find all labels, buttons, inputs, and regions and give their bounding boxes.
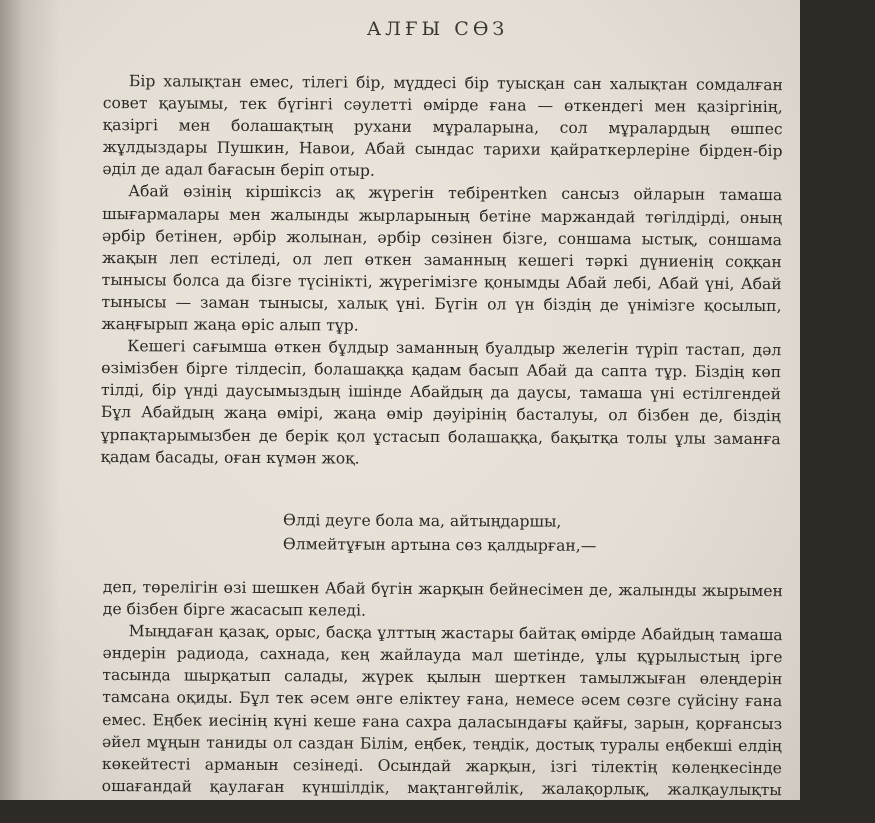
paragraph-1: Бір халықтан емес, тілегі бір, мүддесі бір туысқан сан халықтан сомдалған совет қауымы, тек бүгінгі сәулетті өмірде ғана — өткендегі мен қазіргінің, қазіргі мен болашақтың рухани мұраларына, сол мұралардың өшпес жұлдыздары Пушкин, Навои, Абай сындас тарихи қайраткерлеріне бірден-бір әділ де адал бағасын беріп отыр. xyxy=(102,72,783,181)
poem-line-1: Өлді деуге бола ма, айтыңдаршы, xyxy=(283,511,562,531)
body-text-bottom xyxy=(102,576,783,823)
poem-line-2: Өлмейтұғын артына сөз қалдырған,— xyxy=(282,535,597,555)
paragraph-4: деп, төрелігін өзі шешкен Абай бүгін жарқын бейнесімен де, жалынды жырымен де бізбен бірге жасасып келеді. xyxy=(102,577,783,620)
paragraph-5: Мыңдаған қазақ, орыс, басқа ұлттың жастары байтақ өмірде Абайдың тамаша әндерін радиода, сахнада, кең жайлауда мал шетінде, ұлы құрылыстың іргe тасында шырқатып салады, жүрек қылын шерткен тамылжыған өлеңдерін тамсана оқиды. Бұл тек әсем әнге еліктеу ғана, немесе әсем сөзге сүйсіну ғана емес. Еңбек иесінің күні кеше ғана сахра даласындағы қайғы, зарын, қорғансыз әйел мұңын таниды ол саздан Білім, еңбек, теңдік, достық туралы еңбекші елдің көкейтесті арманын сезінеді. Осындай жарқын, ізгі тілектің көлеңкесінде ошағандай қаулаған күншілдік, мақтангөйлік, жалақорлық, жалқаулықты шенеген шы- xyxy=(101,622,783,818)
paragraph-2: Абай өзінің кіршіксіз ақ жүрегін тебірентken сансыз ойларын тамаша шығармалары мен жалынды жырларының бетіне маржандай төгілдірді, оның әрбір бетінен, әрбір жолынан, әрбір сөзінен бізге, соншама ыстық, соншама жақын леп естіледі, ол леп өткен заманның кешегі тәркі дүниенің соққан тынысы болса да бізге түсінікті, жүрегімізге қонымды Абай лебі, Абай үні, Абай тынысы — заман тынысы, халық үні. Бүгін ол үн біздің де үнімізге қосылып, жаңғырып жаңа өріс алып тұр. xyxy=(101,182,783,335)
page-title: АЛҒЫ СӨЗ xyxy=(366,18,509,40)
page-binding-shadow xyxy=(0,0,60,800)
poem-quote xyxy=(283,508,597,558)
paragraph-3: Кешегі сағымша өткен бұлдыр заманның буалдыр желегін түріп тастап, дәл өзімізбен бірге тілдесіп, болашаққа қадам басып Абай да сапта тұр. Біздің көп тілді, бір үнді даусымыздың ішінде Абайдың да даусы, тамаша үні естілгендей Бұл Абайдың жаңа өмірі, жаңа өмір дәуірінің басталуы, ол бізбен де, біздің ұрпақтарымызбен де берік қол ұстасып болашаққа, бақытқа толы ұлы заманға қадам басады, оған күмән жоқ. xyxy=(100,337,782,468)
body-text-top xyxy=(101,70,783,472)
